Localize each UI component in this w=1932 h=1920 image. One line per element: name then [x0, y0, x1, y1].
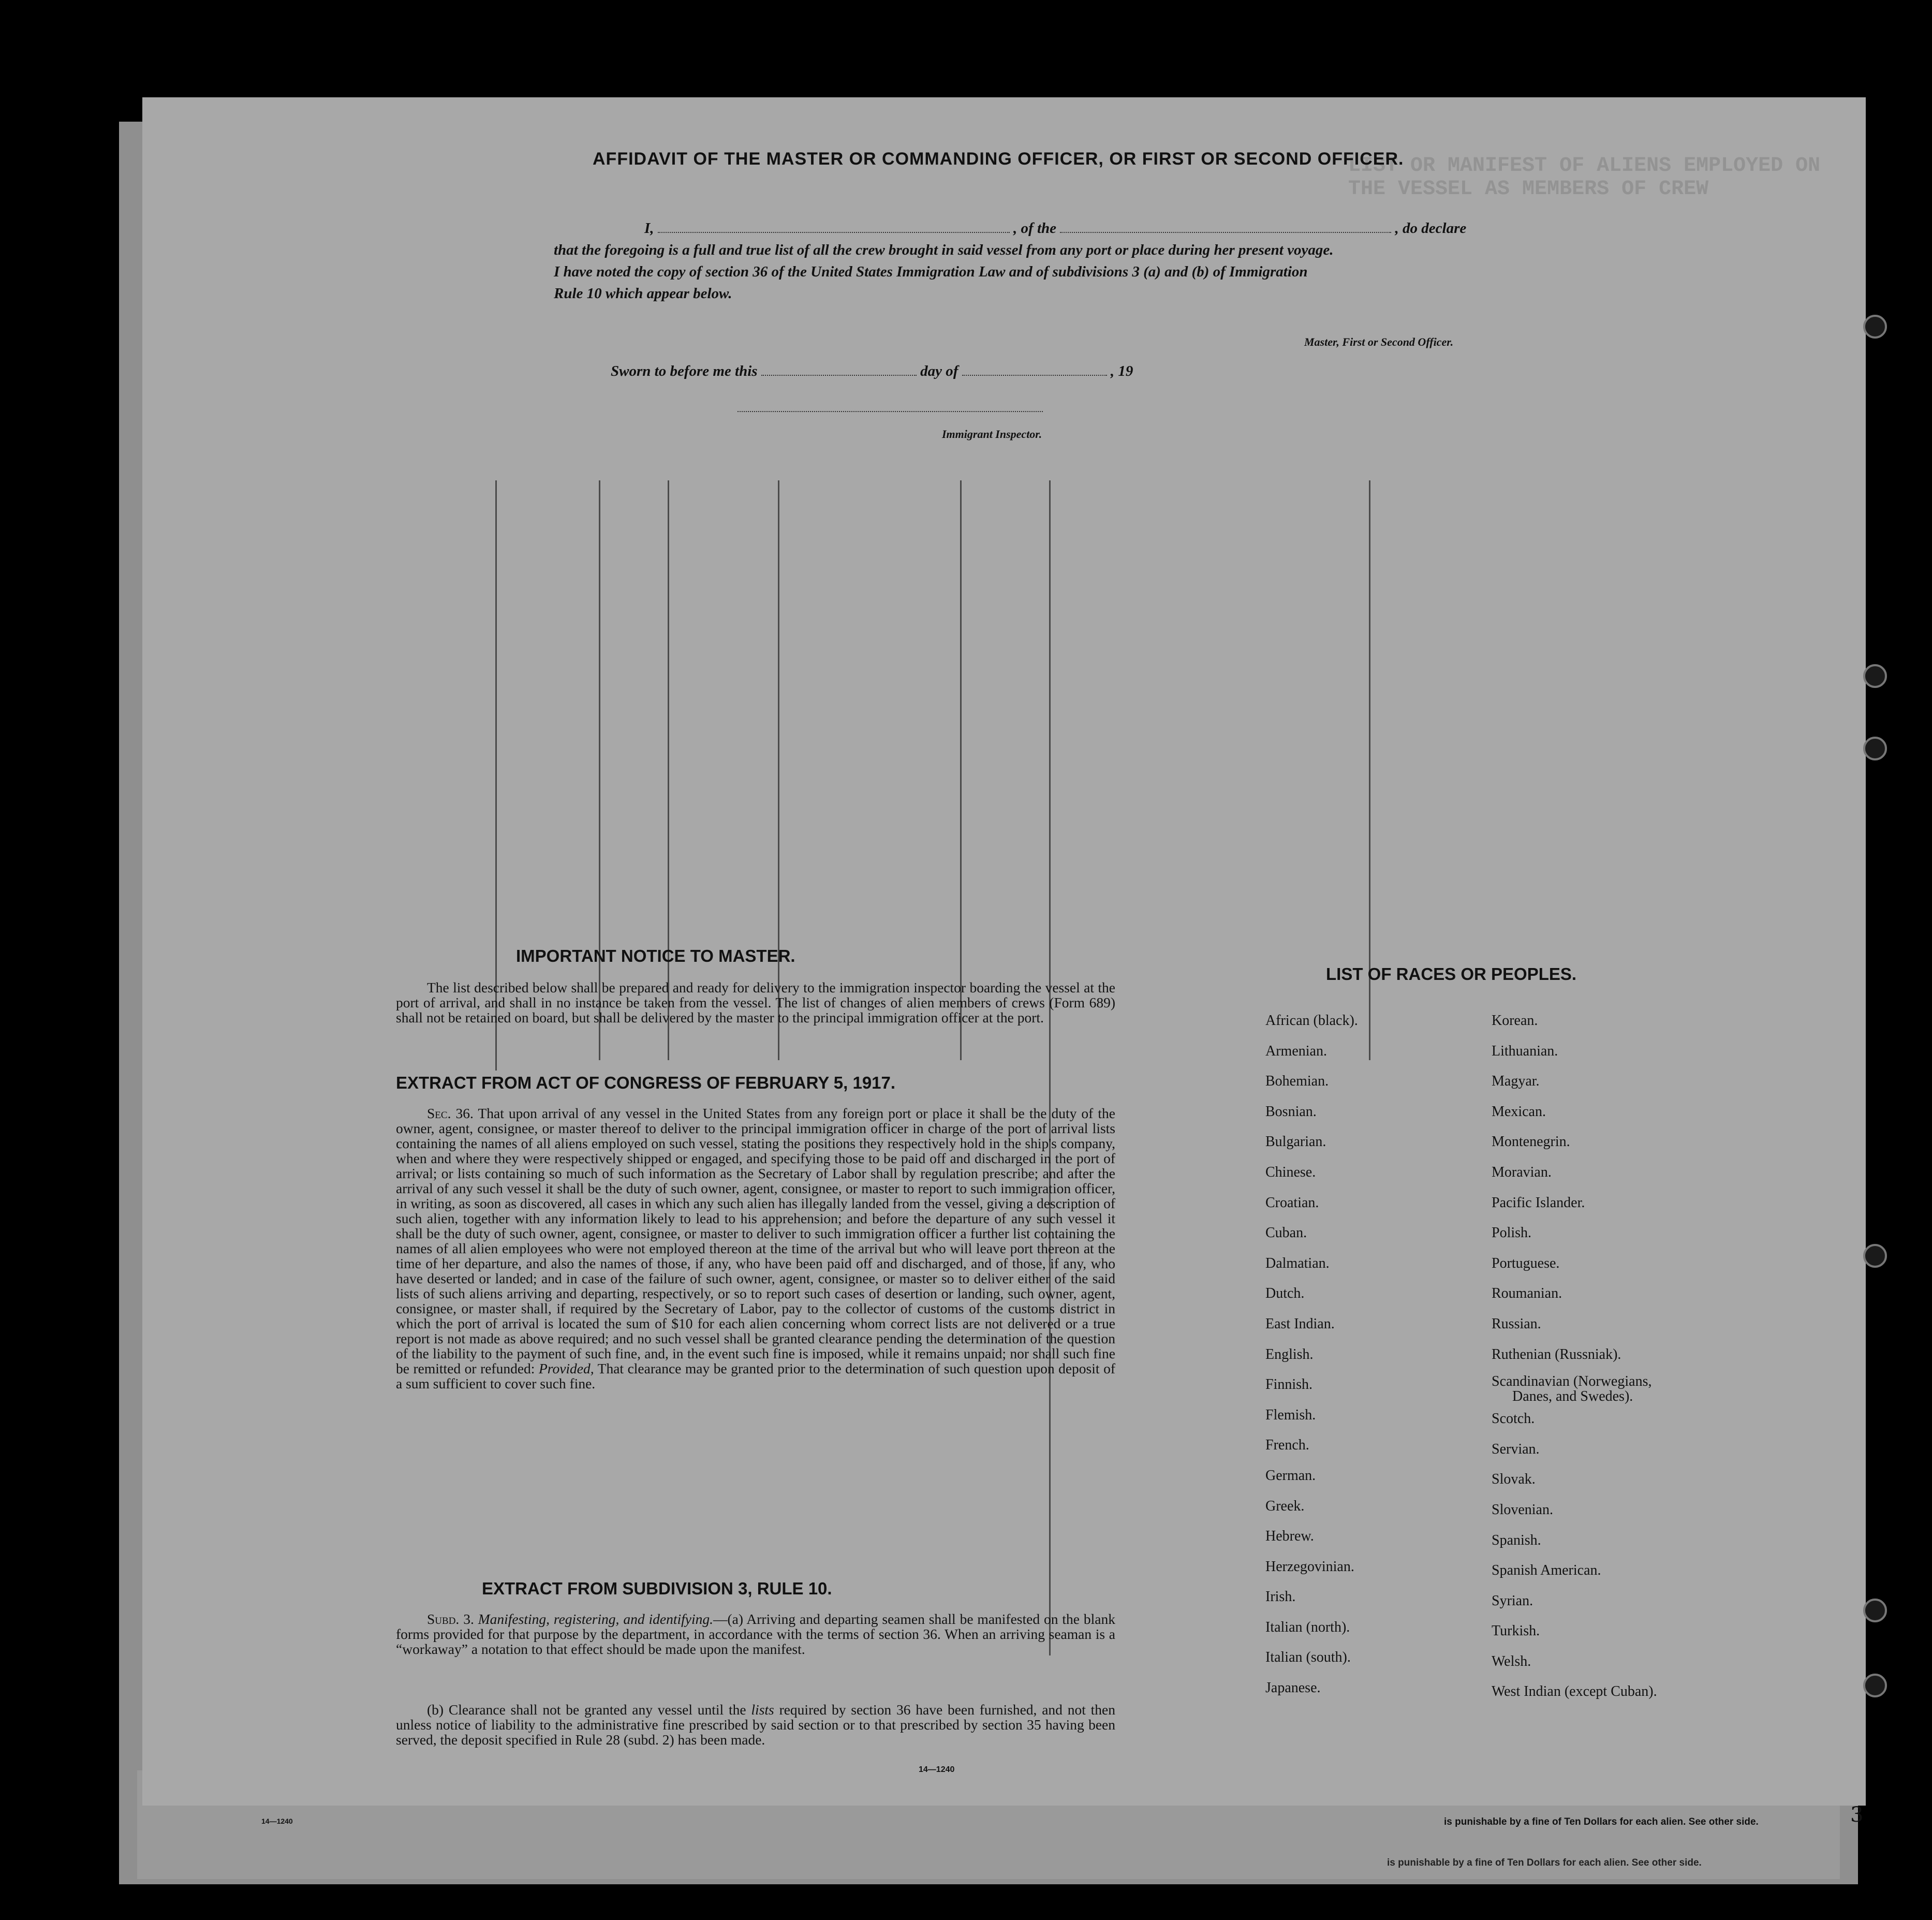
race-item: Japanese.: [1265, 1680, 1321, 1696]
race-item: Italian (north).: [1265, 1619, 1350, 1635]
form-number: 14—1240: [919, 1765, 955, 1774]
race-item: Lithuanian.: [1492, 1043, 1558, 1059]
binder-hole: [1863, 1599, 1887, 1622]
races-left-column: [1265, 1006, 1358, 1704]
subd-title: Manifesting, registering, and identifying.: [478, 1611, 713, 1627]
races-right-column: [1492, 1006, 1657, 1707]
race-item: Scandinavian (Norwegians,: [1492, 1373, 1652, 1390]
race-item: French.: [1265, 1437, 1309, 1454]
under-form-number: 14—1240: [261, 1817, 293, 1825]
affidavit-line-4: Rule 10 which appear below.: [554, 285, 732, 302]
affidavit-declare: , do declare: [1395, 220, 1467, 237]
binder-hole: [1863, 315, 1887, 339]
binder-hole: [1863, 737, 1887, 760]
race-item: Ruthenian (Russniak).: [1492, 1346, 1621, 1362]
race-item: Roumanian.: [1492, 1285, 1562, 1302]
race-item: African (black).: [1265, 1013, 1358, 1029]
notice-text: The list described below shall be prepared and ready for delivery to the immigration inspector boarding the vessel at the port of arrival, and shall in no instance be taken from the vessel. The list of changes of alien members of crews (Form 689) shall not be retained on board, but shall be delivered by the master to the principal immigration officer at the port.: [396, 979, 1115, 1025]
vessel-blank: [1060, 218, 1391, 233]
race-item: Hebrew.: [1265, 1528, 1314, 1545]
race-item: Turkish.: [1492, 1623, 1540, 1639]
notice-heading: IMPORTANT NOTICE TO MASTER.: [516, 946, 795, 965]
race-item: Bulgarian.: [1265, 1134, 1326, 1150]
affidavit-line-1: [551, 217, 1742, 239]
race-item: Irish.: [1265, 1589, 1296, 1605]
affidavit-line-3: I have noted the copy of section 36 of the United States Immigration Law and of subdivisions 3 (a) and (b) of Immigration: [554, 263, 1308, 280]
race-item: Pacific Islander.: [1492, 1194, 1585, 1211]
proviso-word: Provided,: [538, 1360, 594, 1376]
race-item: Russian.: [1492, 1315, 1541, 1332]
sworn-year: , 19: [1110, 363, 1133, 379]
subd-para-a: —(a) Arriving and departing seamen shall be manifested on the blank forms provided for that purpose by the department, in accordance with the terms of section 36. When an arriving seaman is a “workaway” a notation to that effect should be made upon the manifest.: [396, 1611, 1115, 1657]
signature-label: Master, First or Second Officer.: [1304, 335, 1454, 348]
race-item: Welsh.: [1492, 1653, 1531, 1669]
race-item: Korean.: [1492, 1013, 1538, 1029]
race-item: Servian.: [1492, 1441, 1540, 1457]
race-item: Flemish.: [1265, 1406, 1316, 1423]
affidavit-of-the: , of the: [1013, 220, 1057, 237]
affidavit-title: AFFIDAVIT OF THE MASTER OR COMMANDING OFFICER, OR FIRST OR SECOND OFFICER.: [593, 149, 1404, 169]
column-rule-3: [668, 480, 669, 1060]
race-item: Syrian.: [1492, 1592, 1533, 1609]
race-item: Dalmatian.: [1265, 1255, 1330, 1271]
race-item: Greek.: [1265, 1498, 1305, 1514]
race-item: Chinese.: [1265, 1164, 1316, 1180]
race-item: Armenian.: [1265, 1043, 1327, 1059]
column-rule-6: [1049, 480, 1051, 1655]
column-rule-5: [960, 480, 962, 1060]
race-item: Bosnian.: [1265, 1103, 1317, 1120]
para-b-end: required by section 36 have been furnished, and not then unless notice of liability to the administrative fine prescribed by said section or to that prescribed by section 35 having been served, the deposit specified in Rule 28 (subd. 2) has been made.: [396, 1702, 1116, 1748]
extract-act-text: [396, 1106, 1115, 1391]
race-item: Moravian.: [1492, 1164, 1552, 1180]
race-item: Montenegrin.: [1492, 1134, 1570, 1150]
sec-label: Sec. 36.: [427, 1105, 474, 1121]
race-item: Magyar.: [1492, 1073, 1540, 1090]
column-rule-2: [599, 480, 600, 1060]
column-rule-4: [778, 480, 779, 1060]
race-item: English.: [1265, 1346, 1314, 1362]
sec-36-end: That clearance may be granted prior to the determination of such question upon deposit of a sum sufficient to cover such fine.: [396, 1360, 1115, 1391]
fine-note-under: is punishable by a fine of Ten Dollars for each alien. See other side.: [1387, 1857, 1702, 1868]
race-item: German.: [1265, 1467, 1316, 1484]
race-item: Mexican.: [1492, 1103, 1546, 1120]
extract-rule-a: [396, 1611, 1115, 1657]
race-item: Danes, and Swedes).: [1512, 1388, 1633, 1405]
binder-hole: [1863, 664, 1887, 688]
race-item: Portuguese.: [1492, 1255, 1560, 1271]
binder-hole: [1863, 1244, 1887, 1268]
race-item: East Indian.: [1265, 1315, 1335, 1332]
sworn-line: [611, 360, 1133, 382]
race-item: Scotch.: [1492, 1411, 1535, 1427]
sworn-month-blank: [962, 361, 1107, 376]
name-blank: [658, 218, 1010, 233]
race-item: Slovak.: [1492, 1471, 1536, 1488]
race-item: Herzegovinian.: [1265, 1558, 1354, 1575]
para-b-start: (b) Clearance shall not be granted any vessel until the: [427, 1702, 746, 1718]
extract-act-heading: EXTRACT FROM ACT OF CONGRESS OF FEBRUARY 5, 1917.: [396, 1073, 896, 1092]
para-b-lists: lists: [751, 1702, 774, 1718]
sworn-day-blank: [761, 361, 917, 376]
race-item: Cuban.: [1265, 1225, 1307, 1241]
race-item: West Indian (except Cuban).: [1492, 1683, 1657, 1700]
race-item: Croatian.: [1265, 1194, 1319, 1211]
race-item: Spanish.: [1492, 1532, 1541, 1548]
extract-rule-b: [396, 1702, 1115, 1747]
affidavit-i: I,: [644, 220, 654, 237]
race-item: Spanish American.: [1492, 1562, 1601, 1579]
affidavit-line-2: that the foregoing is a full and true list of all the crew brought in said vessel from any port or place during her present voyage.: [554, 242, 1334, 258]
race-item: Polish.: [1492, 1225, 1532, 1241]
corner-mark: 3: [1850, 1803, 1864, 1827]
sworn-start: Sworn to before me this: [611, 363, 758, 379]
race-item: Italian (south).: [1265, 1649, 1351, 1666]
extract-rule-heading: EXTRACT FROM SUBDIVISION 3, RULE 10.: [482, 1579, 832, 1598]
sworn-day-of: day of: [920, 363, 958, 379]
bleed-through-header: LIST OR MANIFEST OF ALIENS EMPLOYED ON THE VESSEL AS MEMBERS OF CREW: [1348, 154, 1821, 201]
inspector-label: Immigrant Inspector.: [942, 428, 1042, 441]
subd-label: Subd. 3.: [427, 1611, 474, 1627]
sec-36-body: That upon arrival of any vessel in the United States from any foreign port or place it shall be the duty of the owner, agent, consignee, or master thereof to deliver to the principal immigration officer in charge of the port of arrival lists containing the names of all aliens employed on such vessel, stating the positions they respectively hold in the ship's company, when and where they were respectively shipped or engaged, and specifying those to be paid off and discharged in the port of arrival; or lists containing so much of such information as the Secretary of Labor shall by regulation prescribe; and after the arrival of any such vessel it shall be the duty of such owner, agent, consignee, or master to report to such immigration officer, in writing, as soon as discovered, all cases in which any such alien has illegally landed from the vessel, giving a description of such alien, together with any information likely to lead to his apprehension; and before the departure of any such vessel it shall be the duty of such owner, agent, consignee, or master to deliver to such immigration officer a further list containing the names of all alien employees who were not employed thereon at the time of the arrival but who will leave port thereon at the time of her departure, and also the names of those, if any, who have been paid off and discharged, and of those, if any, who have deserted or landed; and in case of the failure of such owner, agent, consignee, or master so to deliver either of the said lists of such aliens arriving and departing, respectively, or so to report such cases of desertion or landing, such owner, agent, consignee, or master shall, if required by the Secretary of Labor, pay to the collector of customs of the customs district in which the port of arrival is located the sum of $10 for each alien concerning whom correct lists are not delivered or a true report is not made as above required; and no such vessel shall be granted clearance pending the determination of the question of the liability to the payment of such fine, and, in the event such fine is imposed, while it remains unpaid; nor shall such fine be remitted or refunded:: [396, 1105, 1115, 1376]
race-item: Slovenian.: [1492, 1501, 1553, 1518]
race-item: Finnish.: [1265, 1376, 1313, 1393]
binder-hole: [1863, 1674, 1887, 1697]
races-heading: LIST OF RACES OR PEOPLES.: [1326, 964, 1577, 984]
race-item: Bohemian.: [1265, 1073, 1329, 1090]
race-item: Dutch.: [1265, 1285, 1305, 1302]
inspector-signature-line: [738, 411, 1043, 412]
fine-note: is punishable by a fine of Ten Dollars for each alien. See other side.: [1444, 1816, 1759, 1827]
